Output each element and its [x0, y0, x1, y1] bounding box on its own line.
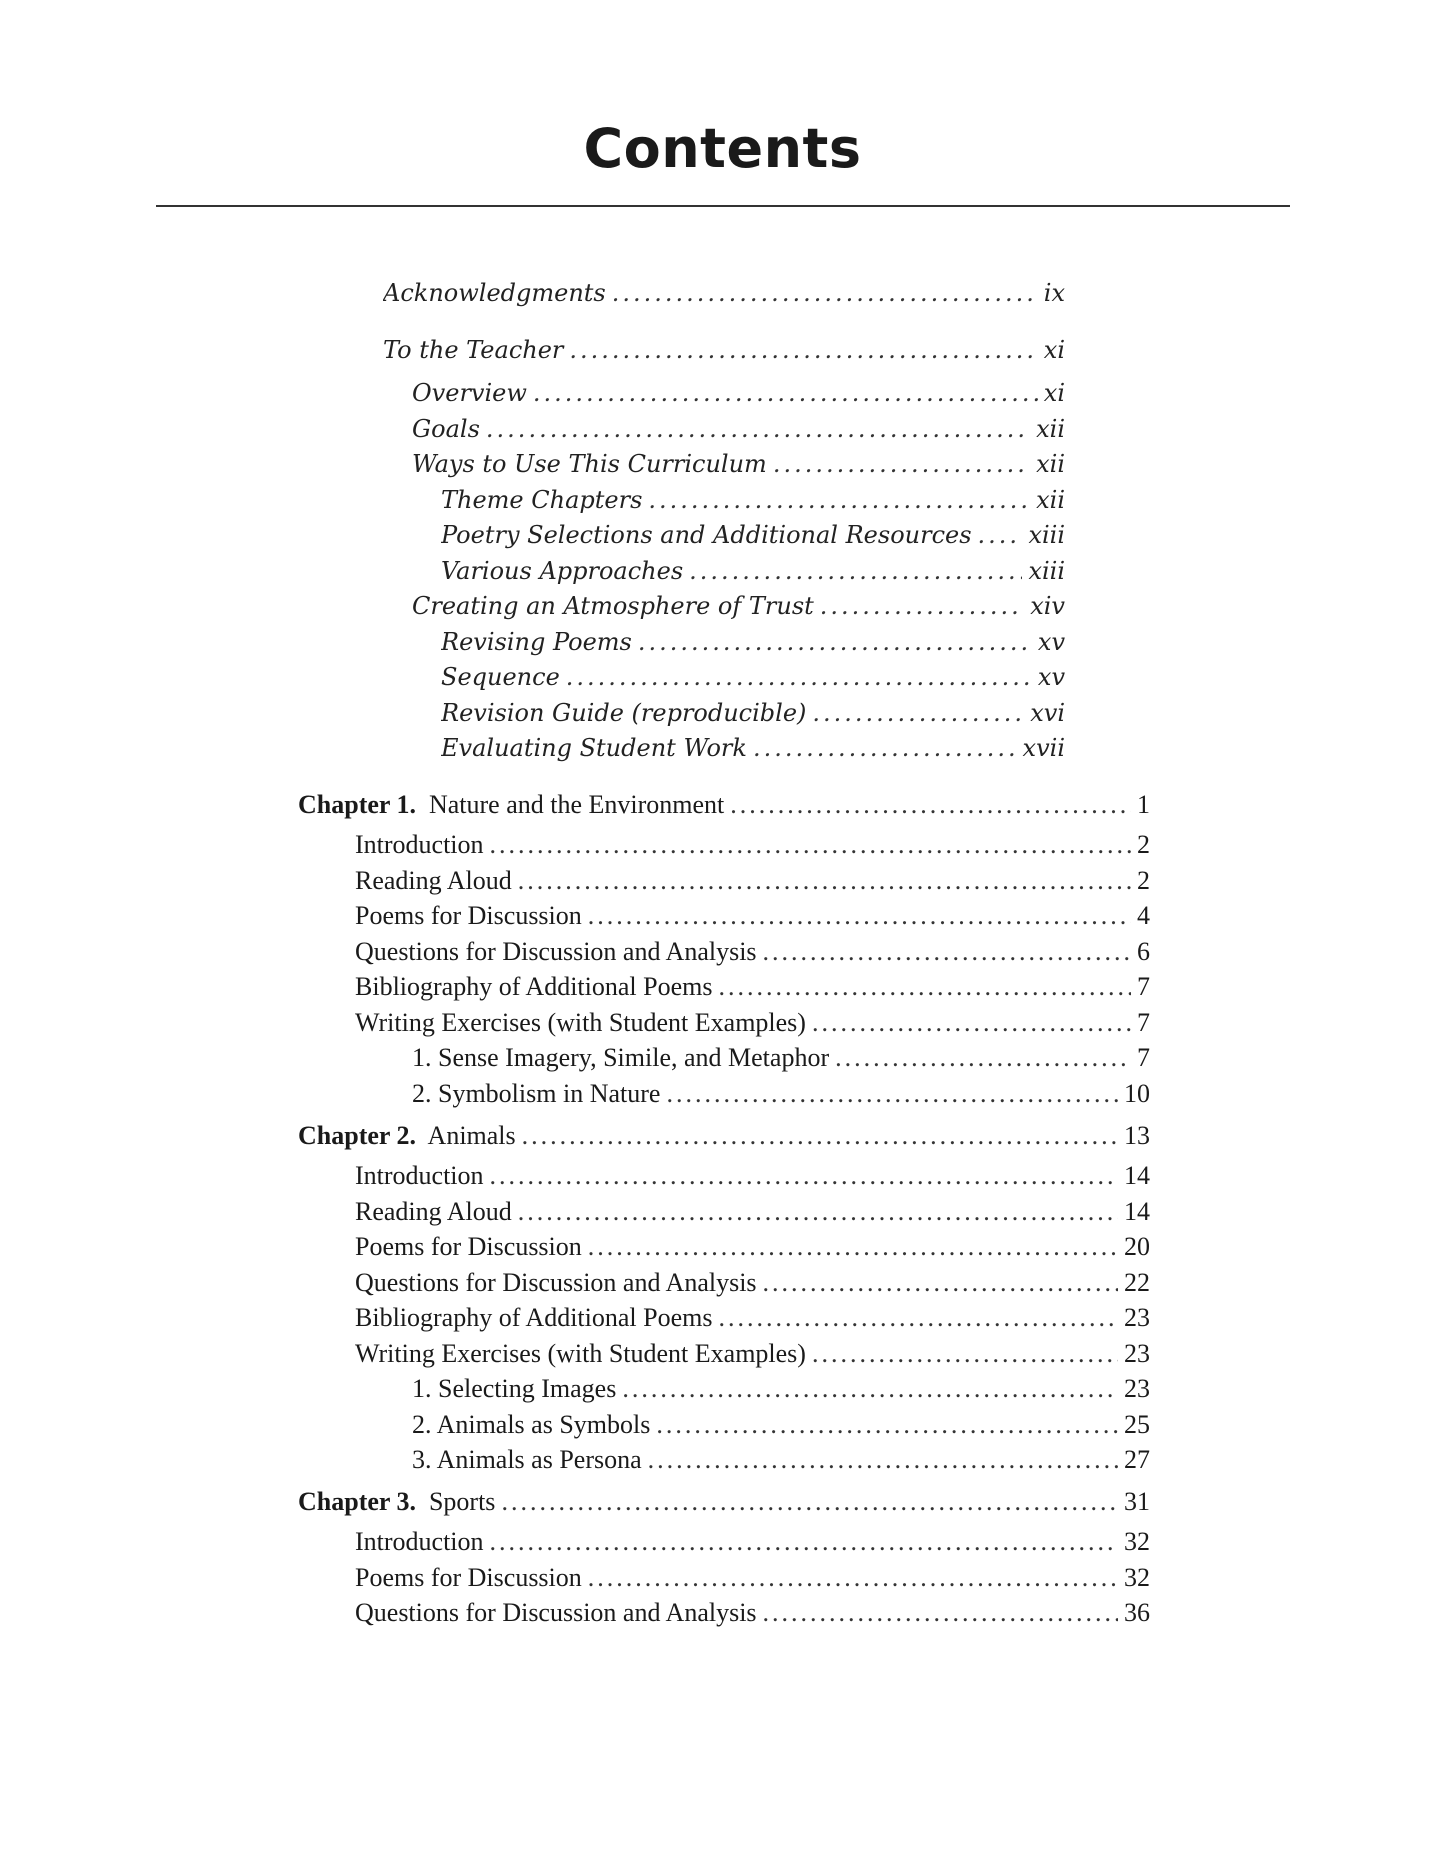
dot-leader: [773, 450, 1030, 478]
toc-entry-label: To the Teacher: [383, 336, 564, 364]
dot-leader: [588, 901, 1131, 931]
dot-leader: [753, 734, 1017, 762]
toc-entry-ch1-introduction[interactable]: [355, 830, 1150, 864]
toc-entry-revising-poems[interactable]: [441, 628, 1065, 662]
chapter-number: Chapter 2.: [298, 1121, 416, 1150]
toc-entry-label: Reading Aloud: [355, 866, 512, 895]
dot-leader: [656, 1410, 1118, 1440]
toc-page-number: 27: [1124, 1445, 1150, 1474]
toc-entry-ch1-writing-exercises[interactable]: [355, 1008, 1150, 1042]
toc-page-number: 32: [1124, 1563, 1150, 1592]
dot-leader: [730, 790, 1131, 820]
toc-entry-theme-chapters[interactable]: [441, 486, 1065, 520]
toc-entry-label: Overview: [412, 379, 527, 407]
toc-entry-label: Introduction: [355, 830, 484, 859]
dot-leader: [820, 592, 1024, 620]
dot-leader: [812, 699, 1024, 727]
toc-page-number: xv: [1037, 628, 1065, 656]
toc-entry-label: 1. Selecting Images: [412, 1374, 617, 1403]
toc-page-number: 23: [1124, 1374, 1150, 1403]
toc-entry-label: Acknowledgments: [383, 279, 606, 307]
toc-page-number: xi: [1043, 379, 1065, 407]
toc-entry-label: Bibliography of Additional Poems: [355, 972, 713, 1001]
toc-entry-atmosphere-of-trust[interactable]: [412, 592, 1065, 626]
dot-leader: [566, 663, 1032, 691]
toc-page-number: xii: [1036, 450, 1065, 478]
dot-leader: [763, 937, 1131, 967]
dot-leader: [648, 1445, 1118, 1475]
toc-entry-label: Introduction: [355, 1161, 484, 1190]
toc-entry-ch2-exercise-1[interactable]: [412, 1374, 1150, 1408]
toc-entry-ch2-writing-exercises[interactable]: [355, 1339, 1150, 1373]
toc-page-number: 2: [1137, 830, 1150, 859]
dot-leader: [648, 486, 1030, 514]
chapter-title: Nature and the Environment: [428, 790, 725, 819]
toc-entry-ch2-bibliography[interactable]: [355, 1303, 1150, 1337]
toc-entry-label: Bibliography of Additional Poems: [355, 1303, 713, 1332]
toc-entry-evaluating-work[interactable]: [441, 734, 1065, 768]
toc-page-number: 31: [1124, 1487, 1150, 1516]
toc-chapter-3[interactable]: [298, 1487, 1150, 1521]
toc-entry-overview[interactable]: [412, 379, 1065, 413]
dot-leader: [518, 866, 1131, 896]
toc-entry-label: Poems for Discussion: [355, 1232, 582, 1261]
dot-leader: [622, 1374, 1118, 1404]
toc-entry-label: Questions for Discussion and Analysis: [355, 937, 757, 966]
toc-page-number: 7: [1137, 972, 1150, 1001]
dot-leader: [812, 1339, 1118, 1369]
toc-page-number: 32: [1124, 1527, 1150, 1556]
toc-entry-ch2-reading-aloud[interactable]: [355, 1197, 1150, 1231]
toc-page-number: 20: [1124, 1232, 1150, 1261]
dot-leader: [763, 1268, 1118, 1298]
dot-leader: [666, 1079, 1118, 1109]
toc-entry-label: Revising Poems: [441, 628, 632, 656]
toc-page-number: 10: [1124, 1079, 1150, 1108]
toc-entry-label: Reading Aloud: [355, 1197, 512, 1226]
dot-leader: [486, 415, 1030, 443]
toc-entry-label: Introduction: [355, 1527, 484, 1556]
toc-entry-label: Revision Guide (reproducible): [441, 699, 807, 727]
dot-leader: [978, 521, 1023, 549]
toc-entry-ch1-poems[interactable]: [355, 901, 1150, 935]
chapter-title: Sports: [428, 1487, 496, 1516]
toc-entry-label: Poems for Discussion: [355, 1563, 582, 1592]
toc-entry-label: 3. Animals as Persona: [412, 1445, 642, 1474]
toc-entry-revision-guide[interactable]: [441, 699, 1065, 733]
dot-leader: [612, 279, 1038, 307]
toc-entry-label: Evaluating Student Work: [441, 734, 747, 762]
toc-entry-ch1-questions[interactable]: [355, 937, 1150, 971]
toc-entry-label: Writing Exercises (with Student Examples): [355, 1008, 806, 1037]
toc-entry-label: Questions for Discussion and Analysis: [355, 1598, 757, 1627]
toc-entry-label: Writing Exercises (with Student Examples): [355, 1339, 806, 1368]
dot-leader: [638, 628, 1032, 656]
toc-entry-label: Poetry Selections and Additional Resources: [441, 521, 972, 549]
toc-entry-ch2-exercise-2[interactable]: [412, 1410, 1150, 1444]
dot-leader: [490, 1527, 1118, 1557]
chapter-number: Chapter 1.: [298, 790, 416, 819]
chapter-number: Chapter 3.: [298, 1487, 416, 1516]
dot-leader: [763, 1598, 1118, 1628]
toc-page-number: xiii: [1028, 521, 1065, 549]
toc-entry-label: Poems for Discussion: [355, 901, 582, 930]
toc-page-number: 6: [1137, 937, 1150, 966]
toc-page-number: xvii: [1022, 734, 1065, 762]
chapter-title: Animals: [427, 1121, 516, 1150]
toc-entry-ch1-bibliography[interactable]: [355, 972, 1150, 1006]
dot-leader: [569, 336, 1037, 364]
dot-leader: [719, 1303, 1119, 1333]
toc-entry-label: Goals: [412, 415, 480, 443]
dot-leader: [501, 1487, 1118, 1517]
toc-entry-ways-to-use[interactable]: [412, 450, 1065, 484]
toc-entry-to-the-teacher[interactable]: [383, 336, 1065, 370]
chapter-heading: [298, 1121, 516, 1151]
dot-leader: [719, 972, 1132, 1002]
toc-entry-label: 1. Sense Imagery, Simile, and Metaphor: [412, 1043, 830, 1072]
toc-page-number: xvi: [1030, 699, 1065, 727]
toc-page-number: 25: [1124, 1410, 1150, 1439]
toc-entry-ch3-poems[interactable]: [355, 1563, 1150, 1597]
toc-entry-label: Sequence: [441, 663, 560, 691]
toc-entry-ch1-exercise-1[interactable]: [412, 1043, 1150, 1077]
toc-page-number: 7: [1137, 1043, 1150, 1072]
toc-page-number: 2: [1137, 866, 1150, 895]
dot-leader: [689, 557, 1022, 585]
toc-entry-sequence[interactable]: [441, 663, 1065, 697]
toc-entry-poetry-selections[interactable]: [441, 521, 1065, 555]
toc-entry-ch2-poems[interactable]: [355, 1232, 1150, 1266]
toc-entry-label: Creating an Atmosphere of Trust: [412, 592, 814, 620]
dot-leader: [588, 1232, 1118, 1262]
chapter-heading: [298, 1487, 495, 1517]
toc-page-number: 13: [1124, 1121, 1150, 1150]
toc-entry-goals[interactable]: [412, 415, 1065, 449]
toc-entry-ch1-exercise-2[interactable]: [412, 1079, 1150, 1113]
toc-page-number: 22: [1124, 1268, 1150, 1297]
dot-leader: [518, 1197, 1118, 1227]
dot-leader: [812, 1008, 1131, 1038]
toc-page-number: 23: [1124, 1339, 1150, 1368]
toc-entry-ch2-questions[interactable]: [355, 1268, 1150, 1302]
toc-chapter-2[interactable]: [298, 1121, 1150, 1155]
toc-entry-ch1-reading-aloud[interactable]: [355, 866, 1150, 900]
title-divider: [156, 205, 1290, 207]
toc-page-number: 7: [1137, 1008, 1150, 1037]
chapter-heading: [298, 790, 724, 820]
toc-entry-label: 2. Symbolism in Nature: [412, 1079, 661, 1108]
toc-page-number: 14: [1124, 1197, 1150, 1226]
toc-entry-various-approaches[interactable]: [441, 557, 1065, 591]
toc-entry-label: Questions for Discussion and Analysis: [355, 1268, 757, 1297]
toc-page-number: 36: [1124, 1598, 1150, 1627]
toc-page-number: 23: [1124, 1303, 1150, 1332]
toc-page-number: xiv: [1030, 592, 1065, 620]
dot-leader: [533, 379, 1038, 407]
toc-chapter-1[interactable]: [298, 790, 1150, 824]
toc-entry-label: Theme Chapters: [441, 486, 643, 514]
toc-entry-ch3-questions[interactable]: [355, 1598, 1150, 1632]
toc-page-number: 1: [1137, 790, 1150, 819]
toc-page-number: ix: [1043, 279, 1065, 307]
dot-leader: [588, 1563, 1118, 1593]
toc-page-number: xii: [1036, 486, 1065, 514]
toc-page-number: xv: [1037, 663, 1065, 691]
dot-leader: [835, 1043, 1131, 1073]
toc-page-number: xii: [1036, 415, 1065, 443]
dot-leader: [522, 1121, 1118, 1151]
toc-entry-ch2-introduction[interactable]: [355, 1161, 1150, 1195]
toc-page-number: xi: [1043, 336, 1065, 364]
toc-entry-label: Ways to Use This Curriculum: [412, 450, 767, 478]
dot-leader: [490, 1161, 1118, 1191]
toc-entry-acknowledgments[interactable]: [383, 279, 1065, 313]
toc-entry-ch2-exercise-3[interactable]: [412, 1445, 1150, 1479]
toc-page-number: 14: [1124, 1161, 1150, 1190]
toc-entry-ch3-introduction[interactable]: [355, 1527, 1150, 1561]
toc-entry-label: Various Approaches: [441, 557, 684, 585]
toc-page-number: xiii: [1028, 557, 1065, 585]
dot-leader: [490, 830, 1131, 860]
page-title: Contents: [583, 117, 862, 180]
toc-entry-label: 2. Animals as Symbols: [412, 1410, 651, 1439]
toc-page-number: 4: [1137, 901, 1150, 930]
